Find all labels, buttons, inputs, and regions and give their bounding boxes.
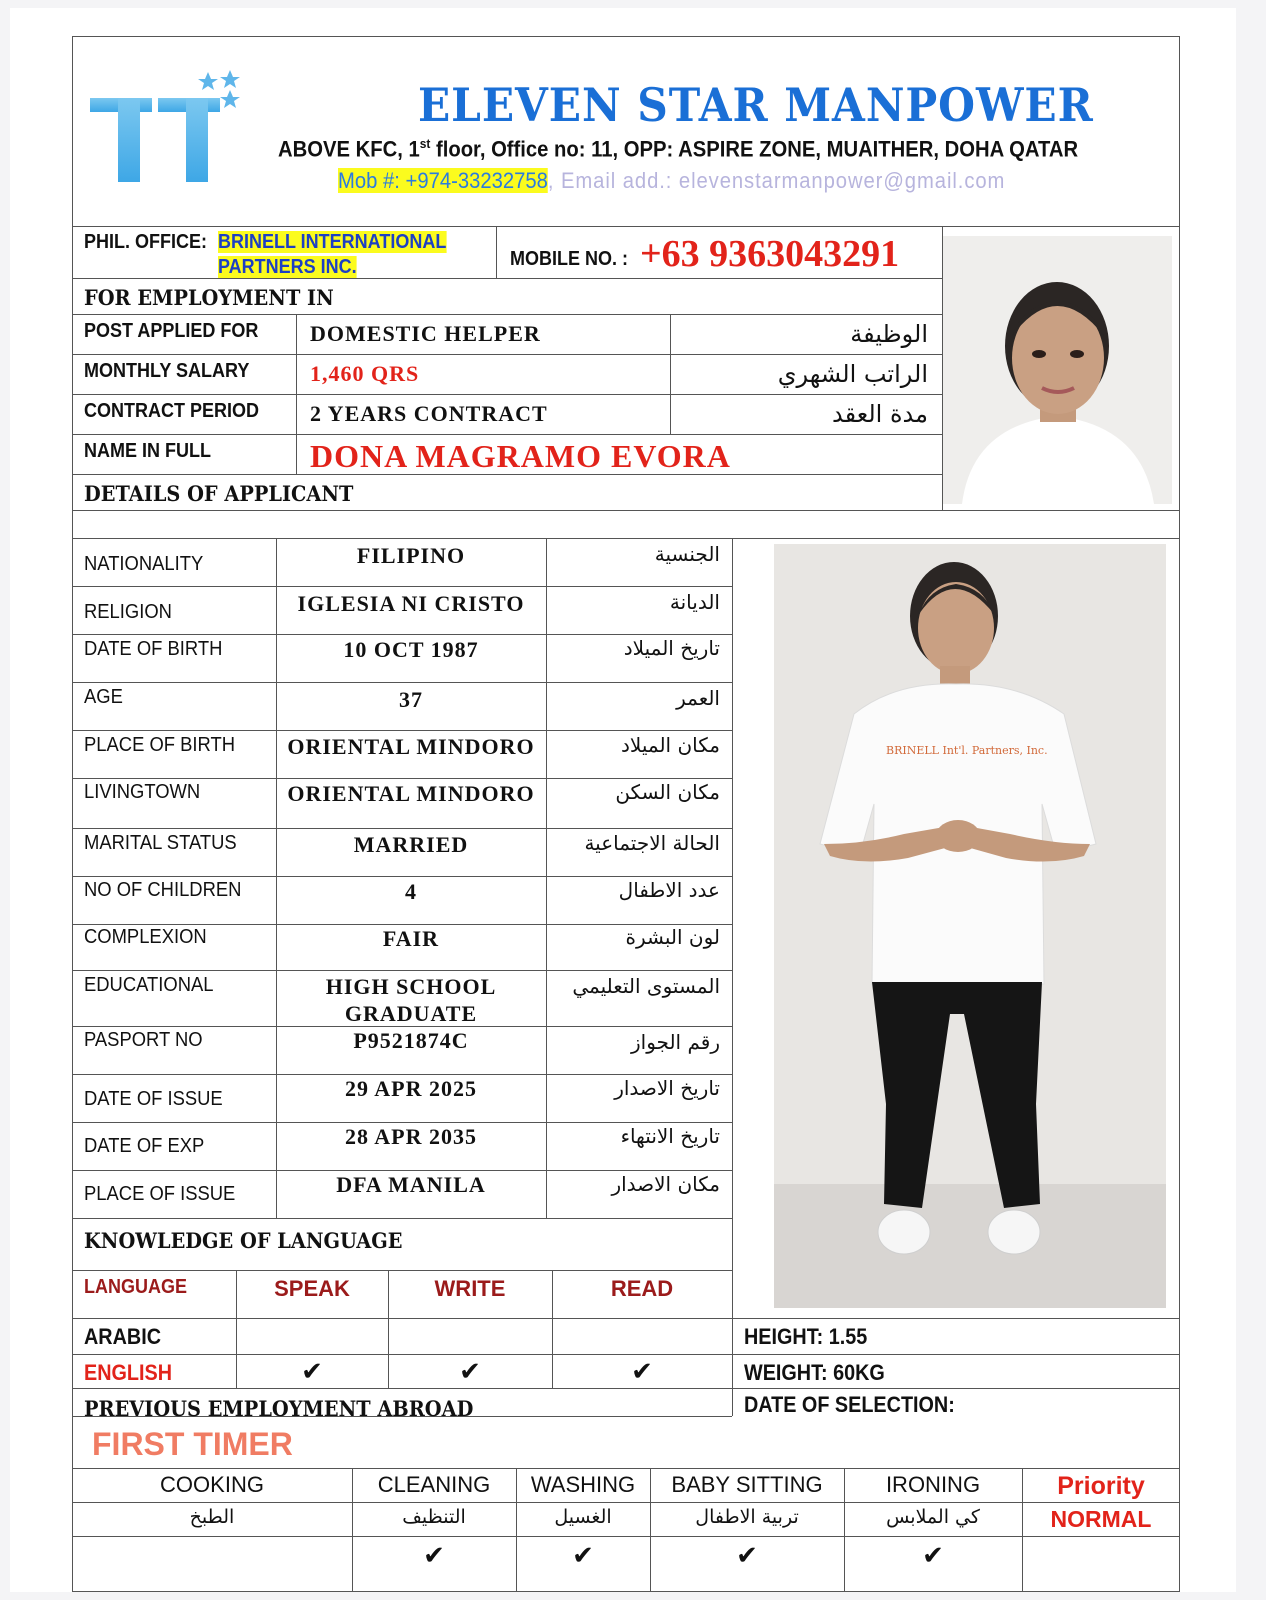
first-timer-value: FIRST TIMER (92, 1426, 293, 1462)
details-section-title: DETAILS OF APPLICANT (84, 481, 354, 506)
applicant-full-body-photo (774, 544, 1166, 1308)
company-mobile: Mob #: +974-33232758 (338, 168, 548, 193)
company-name: ELEVEN STAR MANPOWER (418, 78, 1094, 132)
previous-employment-title: PREVIOUS EMPLOYMENT ABROAD (84, 1396, 474, 1421)
english-write-check: ✔ (459, 1356, 481, 1386)
employment-section-title: FOR EMPLOYMENT IN (84, 285, 334, 310)
english-read-check: ✔ (631, 1356, 653, 1386)
baby-sitting-check: ✔ (736, 1540, 758, 1570)
english-speak-check: ✔ (301, 1356, 323, 1386)
mobile-value: +63 9363043291 (640, 233, 900, 275)
full-name: DONA MAGRAMO EVORA (310, 438, 731, 474)
phil-office-name-2: PARTNERS INC. (218, 256, 357, 278)
height-value: 1.55 (828, 1324, 868, 1349)
weight-value: 60KG (833, 1360, 885, 1385)
phil-office-name: BRINELL INTERNATIONAL (218, 231, 447, 253)
ironing-check: ✔ (922, 1540, 944, 1570)
priority-value: NORMAL (1050, 1506, 1152, 1532)
applicant-portrait-photo (942, 236, 1172, 504)
shirt-logo-text: BRINELL Int'l. Partners, Inc. (886, 744, 1048, 757)
eleven-stars-logo-icon (88, 70, 248, 190)
date-of-selection-label: DATE OF SELECTION: (744, 1392, 955, 1417)
washing-check: ✔ (572, 1540, 594, 1570)
language-section-title: KNOWLEDGE OF LANGUAGE (84, 1228, 403, 1253)
priority-label: Priority (1057, 1472, 1145, 1500)
phil-office-label: PHIL. OFFICE: (84, 231, 208, 253)
cleaning-check: ✔ (423, 1540, 445, 1570)
company-email: Email add.: elevenstarmanpower@gmail.com (560, 168, 1006, 193)
contact-line: Mob #: +974-33232758, Email add.: elevenstarmanpower@gmail.com (338, 168, 1006, 193)
company-address: ABOVE KFC, 1st floor, Office no: 11, OPP: ASPIRE ZONE, MUAITHER, DOHA QATAR (278, 136, 1079, 162)
mobile-label: MOBILE NO. : (510, 248, 628, 270)
